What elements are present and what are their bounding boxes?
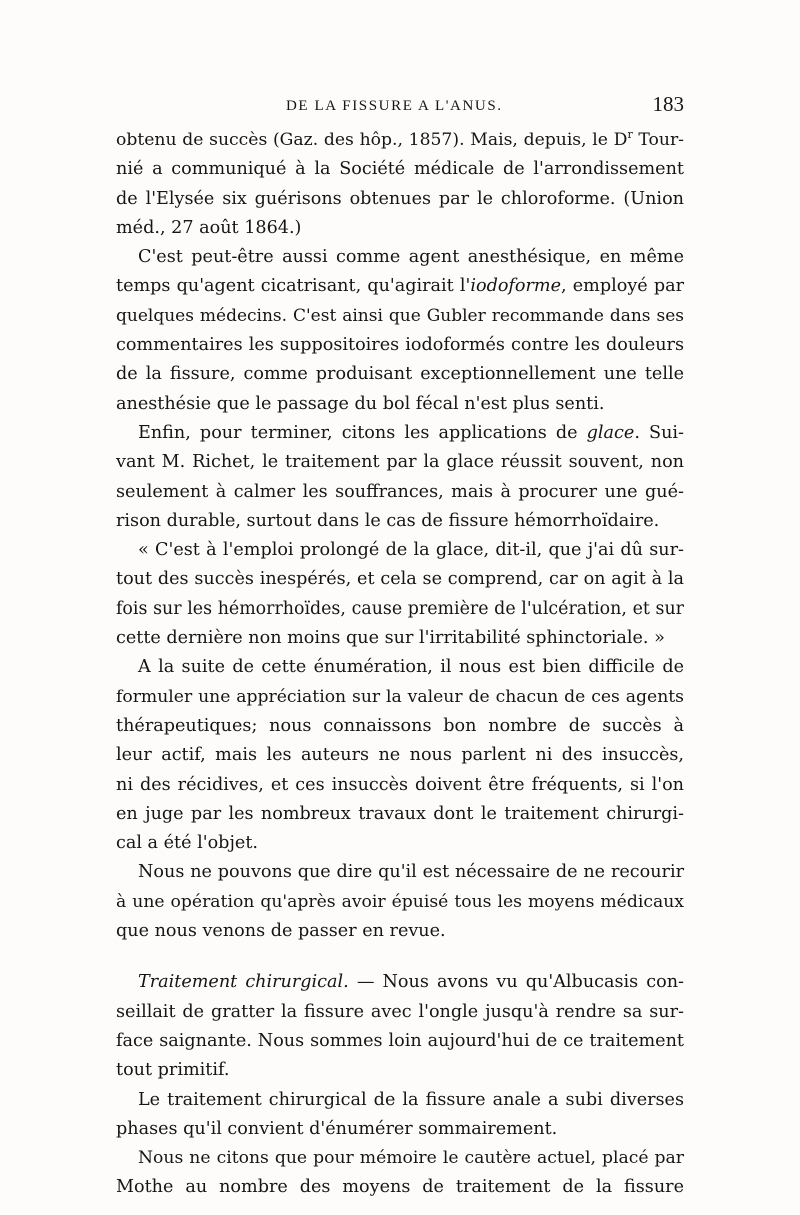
text-line: tout des succès inespérés, et cela se comprend, car on agit à la bbox=[116, 569, 684, 590]
page-header bbox=[116, 92, 684, 122]
quotation-paragraph bbox=[116, 536, 684, 653]
text-line: à une opération qu'après avoir épuisé tous les moyens médicaux bbox=[116, 891, 684, 912]
text-line: de l'Elysée six guérisons obtenues par le chloroforme. (Union bbox=[116, 188, 684, 209]
text-line: ni des récidives, et ces insuccès doivent être fréquents, si l'on bbox=[116, 774, 684, 795]
paragraph bbox=[116, 419, 684, 536]
text-line: Mothe au nombre des moyens de traitement de la fissure bbox=[116, 1177, 684, 1198]
text-line: en juge par les nombreux travaux dont le traitement chirurgi- bbox=[116, 803, 684, 824]
text-line: leur actif, mais les auteurs ne nous parlent ni des insuccès, bbox=[116, 745, 684, 766]
text-line: vant M. Richet, le traitement par la glace réussit souvent, non bbox=[116, 452, 684, 473]
text-line: tout primitif. bbox=[116, 1060, 230, 1081]
text-line: temps qu'agent cicatrisant, qu'agirait l'iodoforme, employé par bbox=[116, 276, 684, 297]
paragraph bbox=[116, 1086, 684, 1145]
text-line: cal a été l'objet. bbox=[116, 833, 258, 854]
page-number: 183 bbox=[652, 92, 684, 116]
text-line: commentaires les suppositoires iodoformés contre les douleurs bbox=[116, 335, 684, 356]
paragraph bbox=[116, 1144, 684, 1203]
section-heading: Traitement chirurgical. bbox=[138, 972, 349, 993]
running-title: DE LA FISSURE A L'ANUS. bbox=[286, 98, 503, 114]
text-line: formuler une appréciation sur la valeur de chacun de ces agents bbox=[116, 686, 684, 707]
text-line: nié a communiqué à la Société médicale de l'arrondissement bbox=[116, 159, 684, 180]
text-line: obtenu de succès (Gaz. des hôp., 1857). Mais, depuis, le $D^r$ Tour- bbox=[116, 128, 684, 150]
text-line: Traitement chirurgical. — Nous avons vu qu'Albucasis con- bbox=[138, 972, 684, 993]
text-line: seillait de gratter la fissure avec l'ongle jusqu'à rendre sa sur- bbox=[116, 1001, 684, 1022]
text-line: rison durable, surtout dans le cas de fissure hémorrhoïdaire. bbox=[116, 510, 660, 531]
paragraph bbox=[116, 653, 684, 858]
text-line: Enfin, pour terminer, citons les applications de glace. Sui- bbox=[138, 422, 684, 443]
text-line: phases qu'il convient d'énumérer sommairement. bbox=[116, 1118, 558, 1139]
paragraph bbox=[116, 243, 684, 419]
text-line: méd., 27 août 1864.) bbox=[116, 217, 302, 238]
text-line: anesthésie que le passage du bol fécal n'est plus senti. bbox=[116, 393, 605, 414]
section-gap bbox=[116, 946, 684, 968]
text-line: cette dernière non moins que sur l'irritabilité sphinctoriale. » bbox=[116, 628, 665, 649]
text-line: de la fissure, comme produisant exceptionnellement une telle bbox=[116, 364, 684, 385]
paragraph bbox=[116, 858, 684, 946]
text-line: C'est peut-être aussi comme agent anesthésique, en même bbox=[138, 247, 684, 268]
paragraph bbox=[116, 126, 684, 243]
text-line: seulement à calmer les souffrances, mais à procurer une gué- bbox=[116, 481, 684, 502]
text-line: « C'est à l'emploi prolongé de la glace, dit-il, que j'ai dû sur- bbox=[138, 540, 684, 561]
text-line: A la suite de cette énumération, il nous est bien difficile de bbox=[138, 657, 684, 678]
text-line: fois sur les hémorrhoïdes, cause première de l'ulcération, et sur bbox=[116, 598, 684, 619]
text-line: thérapeutiques; nous connaissons bon nombre de succès à bbox=[116, 715, 684, 736]
text-line: Le traitement chirurgical de la fissure anale a subi diverses bbox=[138, 1089, 684, 1110]
text-line: que nous venons de passer en revue. bbox=[116, 921, 446, 942]
text-line: Nous ne pouvons que dire qu'il est nécessaire de ne recourir bbox=[138, 862, 684, 883]
section-paragraph bbox=[116, 968, 684, 1085]
body-text bbox=[116, 126, 684, 1203]
text-line: Nous ne citons que pour mémoire le cautère actuel, placé par bbox=[138, 1148, 684, 1169]
text-line: quelques médecins. C'est ainsi que Gubler recommande dans ses bbox=[116, 305, 684, 326]
text-line: face saignante. Nous sommes loin aujourd'hui de ce traitement bbox=[116, 1030, 684, 1051]
